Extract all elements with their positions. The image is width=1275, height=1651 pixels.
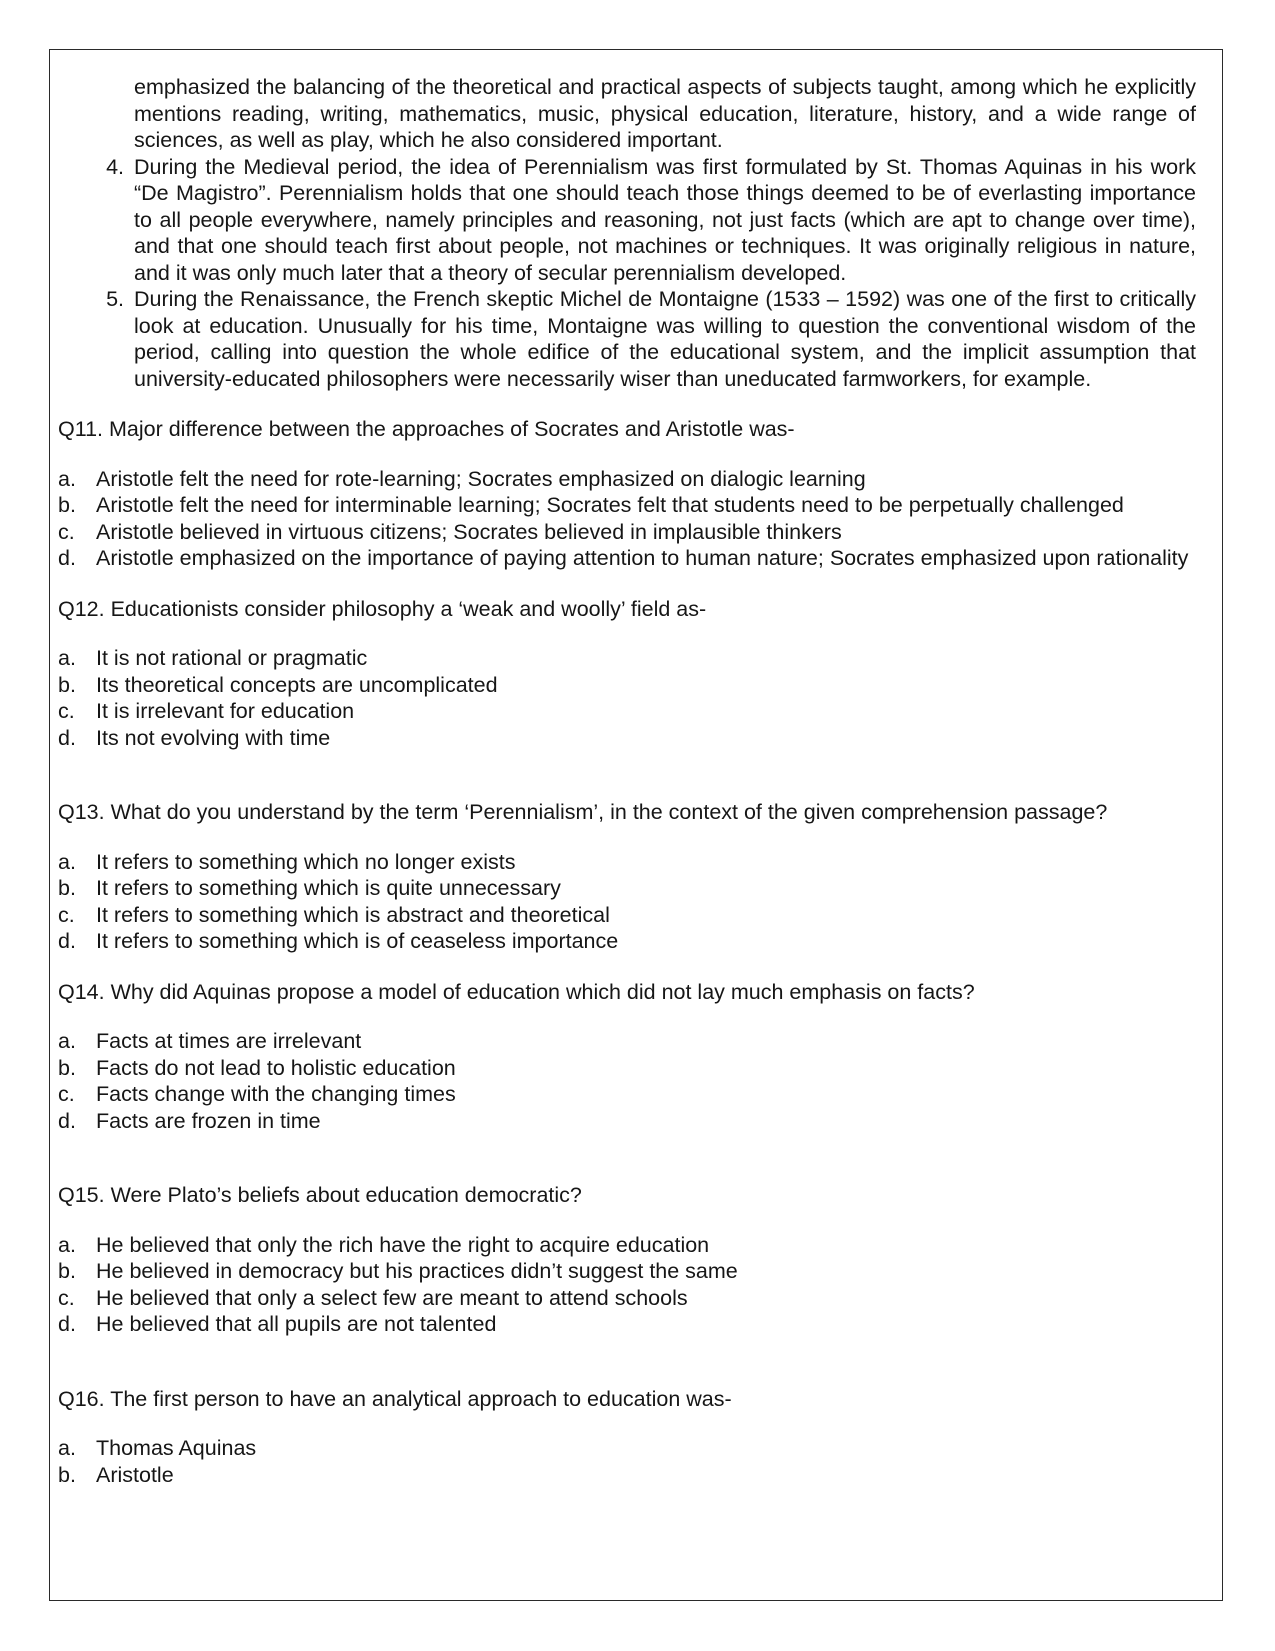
document-body [58, 74, 1208, 1488]
option-item [58, 1055, 1208, 1082]
option-text: It refers to something which no longer exists [96, 849, 516, 874]
option-list [58, 645, 1208, 751]
passage-item-text: During the Medieval period, the idea of Perennialism was first formulated by St. Thomas Aquinas in his work “De Magistro”. Perennialism holds that one should teach those things deemed to be of everlasting importance to all people everywhere, namely principles and reasoning, not just facts (which are apt to change over time), and that one should teach first about people, not machines or techniques. It was originally religious in nature, and it was only much later that a theory of secular perennialism developed. [134, 154, 1196, 285]
option-item [58, 928, 1208, 955]
option-text: Facts at times are irrelevant [96, 1029, 362, 1053]
question-stem: Q13. What do you understand by the term ‘Perennialism’, in the context of the given comprehension passage? [58, 800, 1108, 824]
option-item [58, 1435, 1208, 1462]
option-item [58, 672, 1208, 699]
option-text: He believed that all pupils are not talented [96, 1312, 497, 1336]
question-q13 [58, 799, 1208, 955]
option-item [58, 1028, 1208, 1055]
option-letter: d. [58, 1312, 76, 1336]
question-stem: Q15. Were Plato’s beliefs about education democratic? [58, 1183, 582, 1207]
option-list [58, 466, 1208, 572]
option-text: Facts change with the changing times [96, 1082, 456, 1106]
option-item [58, 1081, 1208, 1108]
option-text: It is not rational or pragmatic [96, 646, 368, 670]
option-text: Its theoretical concepts are uncomplicated [96, 672, 498, 697]
option-letter: b. [58, 493, 76, 517]
question-q14 [58, 979, 1208, 1135]
option-letter: b. [58, 876, 76, 900]
passage-item [58, 154, 1208, 287]
option-text: Aristotle felt the need for rote-learning; Socrates emphasized on dialogic learning [96, 466, 866, 491]
option-text: It refers to something which is abstract and theoretical [96, 902, 610, 927]
option-item [58, 698, 1208, 725]
option-letter: a. [58, 646, 76, 670]
passage-continuation-text: emphasized the balancing of the theoretical and practical aspects of subjects taught, among which he explicitly mentions reading, writing, mathematics, music, physical education, literature, history, and a wide range of sciences, as well as play, which he also considered important. [134, 75, 1196, 152]
passage-item-text: During the Renaissance, the French skeptic Michel de Montaigne (1533 – 1592) was one of the first to critically look at education. Unusually for his time, Montaigne was willing to question the conventional wisdom of the period, calling into question the whole edifice of the educational system, and the implicit assumption that university-educated philosophers were necessarily wiser than uneducated farmworkers, for example. [134, 287, 1196, 391]
option-letter: c. [58, 519, 75, 544]
option-list [58, 1435, 1208, 1488]
passage-item [58, 286, 1208, 392]
option-letter: b. [58, 1462, 76, 1487]
option-text: Aristotle believed in virtuous citizens; Socrates believed in implausible thinkers [96, 519, 842, 544]
option-item [58, 492, 1208, 519]
option-letter: b. [58, 1259, 76, 1283]
option-item [58, 1108, 1208, 1135]
question-q15 [58, 1182, 1208, 1338]
question-stem: Q12. Educationists consider philosophy a ‘weak and woolly’ field as- [58, 596, 707, 621]
option-item [58, 725, 1208, 752]
option-letter: d. [58, 725, 76, 750]
option-item [58, 1232, 1208, 1259]
option-letter: c. [58, 699, 75, 723]
option-item [58, 1311, 1208, 1338]
option-text: It refers to something which is quite unnecessary [96, 876, 561, 900]
option-letter: b. [58, 672, 76, 697]
option-item [58, 1258, 1208, 1285]
question-q12 [58, 596, 1208, 752]
option-text: Its not evolving with time [96, 725, 331, 750]
passage [58, 74, 1208, 392]
option-text: Aristotle [96, 1462, 174, 1487]
option-text: Aristotle felt the need for interminable learning; Socrates felt that students need to be perpetually challenged [96, 493, 1124, 517]
question-stem: Q14. Why did Aquinas propose a model of education which did not lay much emphasis on facts? [58, 979, 975, 1004]
option-letter: c. [58, 1082, 75, 1106]
option-text: Aristotle emphasized on the importance of paying attention to human nature; Socrates emphasized upon rationality [96, 546, 1189, 570]
option-letter: a. [58, 1232, 76, 1257]
option-item [58, 875, 1208, 902]
option-item [58, 902, 1208, 929]
option-text: It refers to something which is of ceaseless importance [96, 929, 619, 953]
option-list [58, 849, 1208, 955]
option-text: He believed that only the rich have the right to acquire education [96, 1232, 710, 1257]
option-letter: d. [58, 929, 76, 953]
option-text: He believed in democracy but his practices didn’t suggest the same [96, 1259, 738, 1283]
option-letter: d. [58, 1108, 76, 1133]
option-item [58, 1462, 1208, 1489]
option-letter: c. [58, 1285, 75, 1310]
option-text: Facts do not lead to holistic education [96, 1055, 456, 1080]
question-q16 [58, 1386, 1208, 1489]
option-text: Facts are frozen in time [96, 1108, 321, 1133]
option-text: Thomas Aquinas [96, 1436, 257, 1460]
option-letter: a. [58, 466, 76, 491]
option-item [58, 519, 1208, 546]
question-stem: Q11. Major difference between the approaches of Socrates and Aristotle was- [58, 417, 795, 441]
option-letter: a. [58, 1029, 76, 1053]
option-item [58, 545, 1208, 572]
option-list [58, 1232, 1208, 1338]
option-item [58, 466, 1208, 493]
option-letter: d. [58, 546, 76, 570]
option-item [58, 849, 1208, 876]
passage-continuation [58, 74, 1208, 154]
passage-item-number: 4. [106, 154, 124, 179]
option-letter: c. [58, 902, 75, 927]
passage-item-number: 5. [106, 287, 124, 311]
question-q11 [58, 416, 1208, 572]
option-item [58, 645, 1208, 672]
option-letter: a. [58, 1436, 76, 1460]
option-text: He believed that only a select few are meant to attend schools [96, 1285, 688, 1310]
option-item [58, 1285, 1208, 1312]
option-text: It is irrelevant for education [96, 699, 355, 723]
option-list [58, 1028, 1208, 1134]
option-letter: b. [58, 1055, 76, 1080]
question-stem: Q16. The first person to have an analytical approach to education was- [58, 1386, 732, 1411]
option-letter: a. [58, 849, 76, 874]
